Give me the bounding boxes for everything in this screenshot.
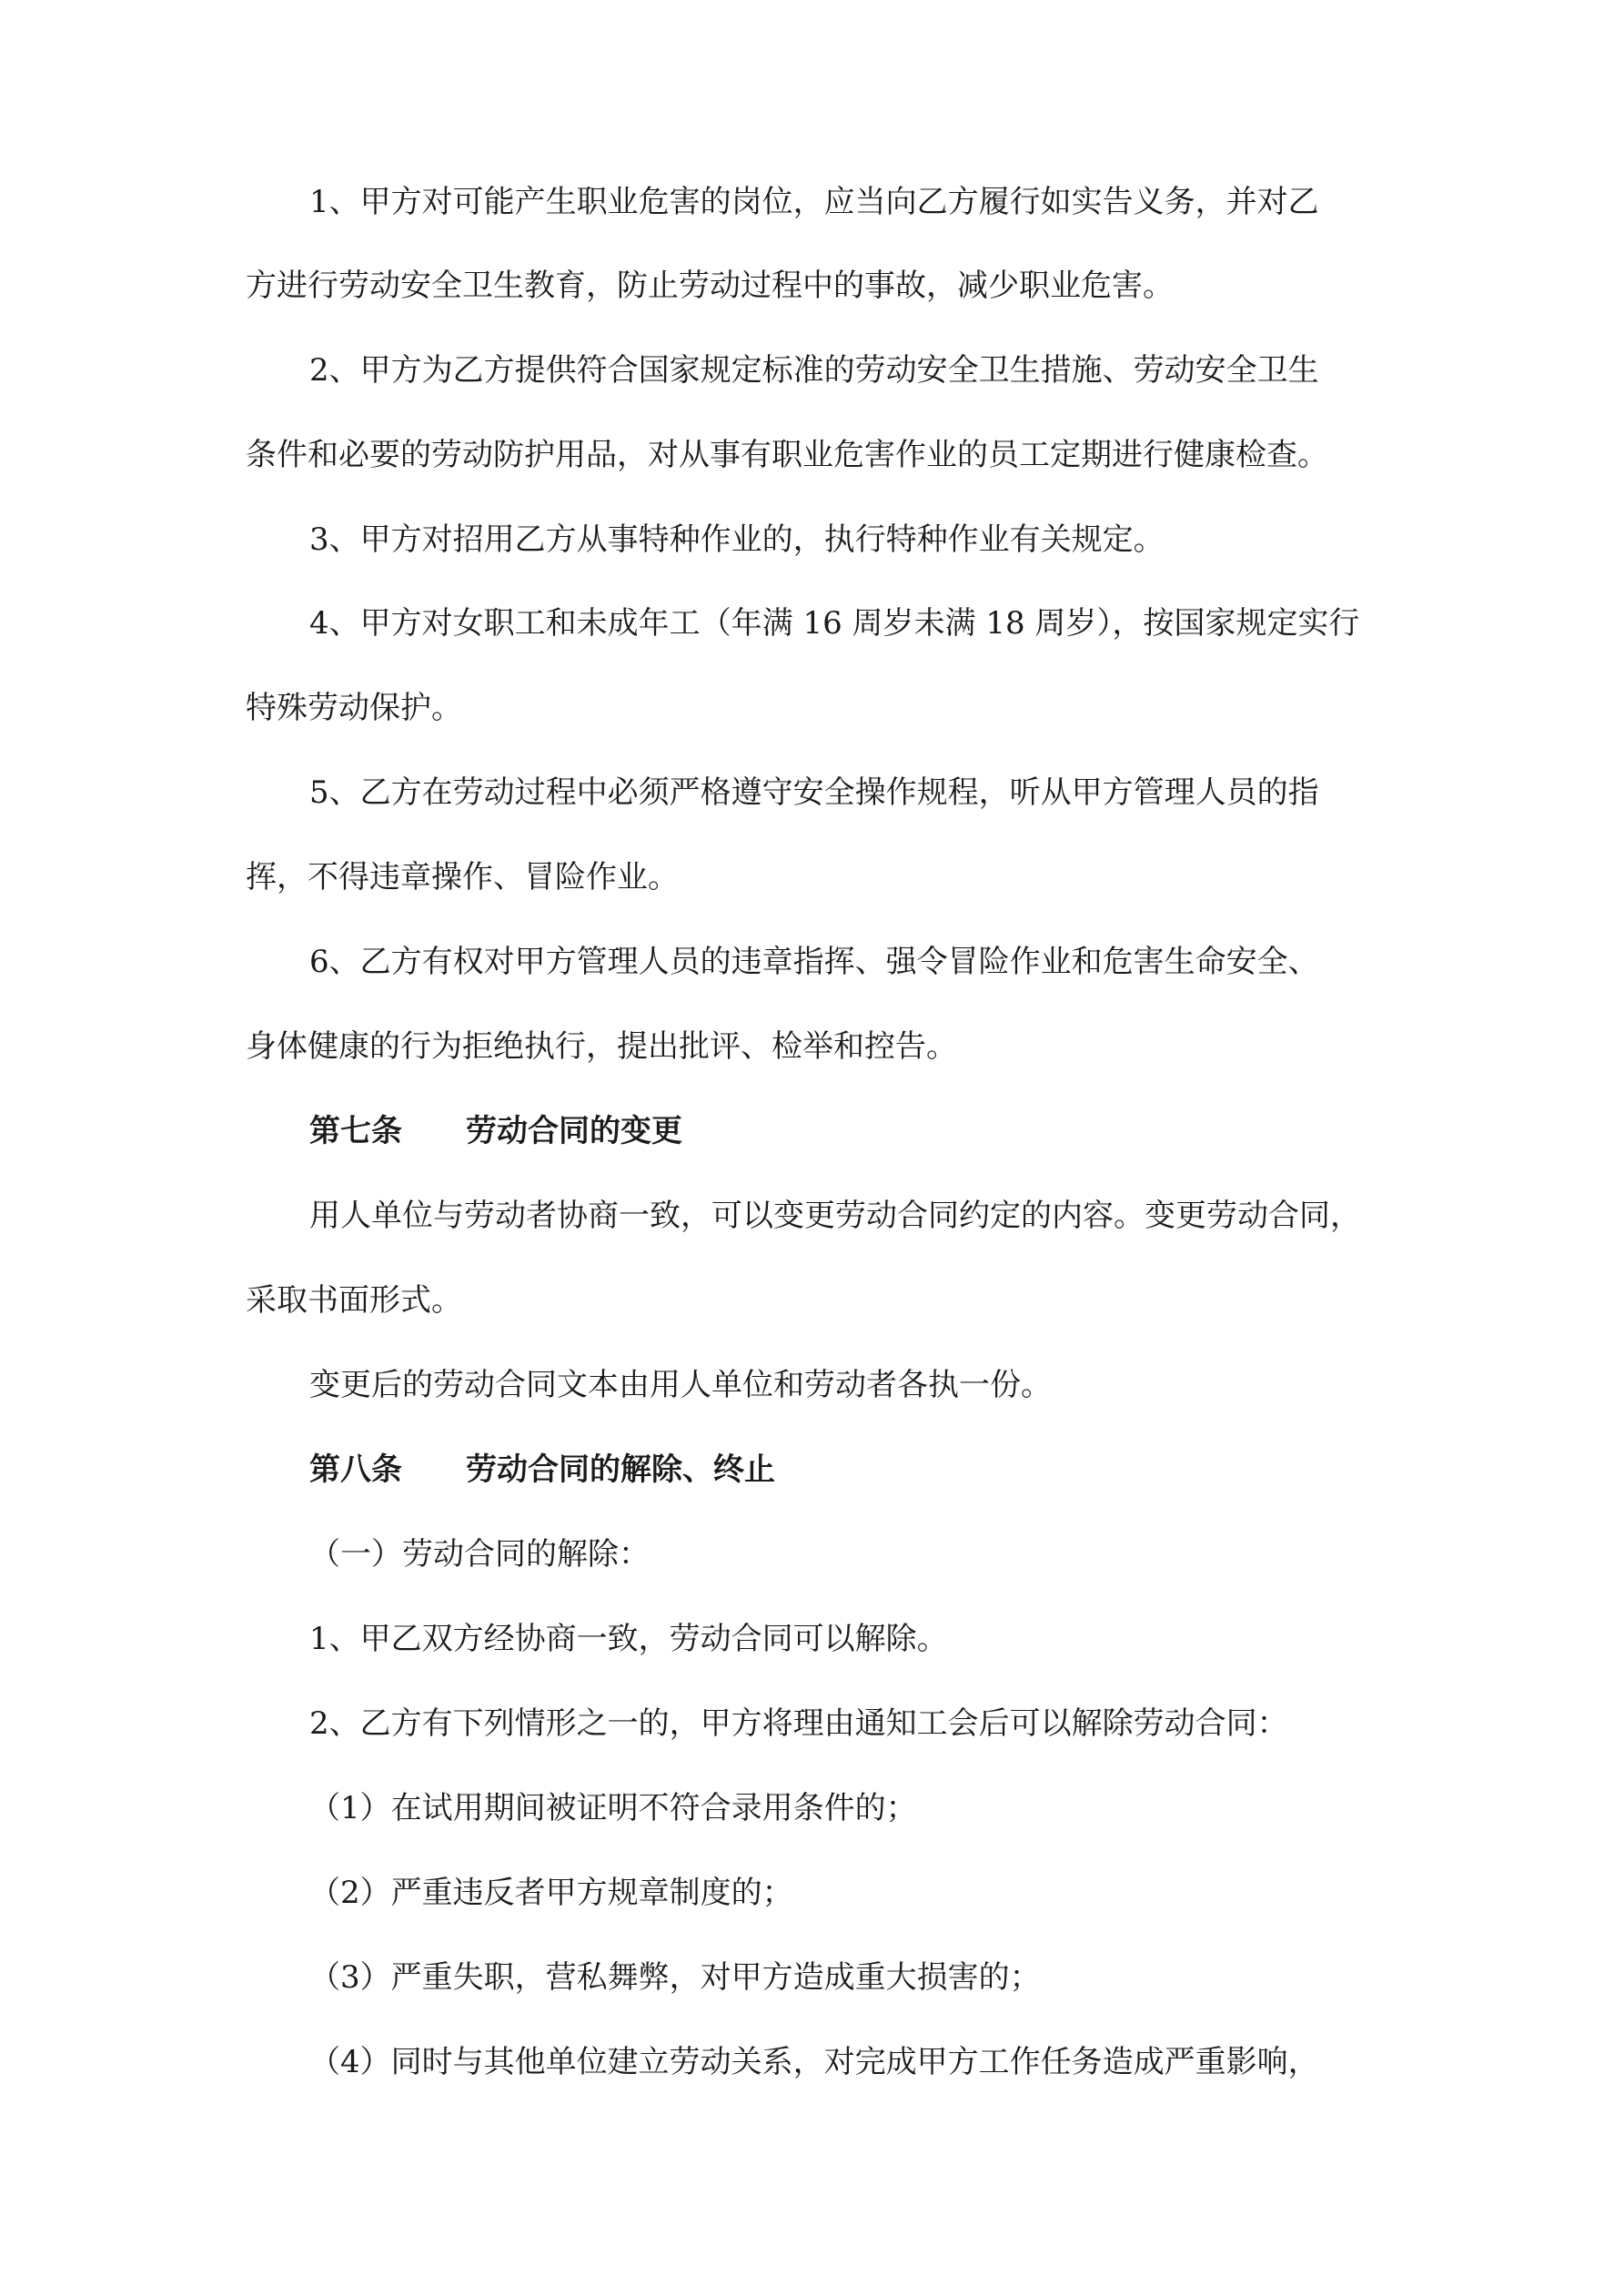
paragraph-line: 变更后的劳动合同文本由用人单位和劳动者各执一份。	[309, 1367, 1052, 1403]
article-8-heading	[309, 1451, 1456, 1488]
article-title: 劳动合同的变更	[466, 1113, 682, 1149]
paragraph-line: 1、甲方对可能产生职业危害的岗位，应当向乙方履行如实告义务，并对乙	[309, 184, 1319, 220]
paragraph-line: （3）严重失职，营私舞弊，对甲方造成重大损害的；	[309, 1959, 1041, 1996]
article-number: 第七条	[309, 1113, 402, 1149]
paragraph-line: （一）劳动合同的解除：	[309, 1536, 650, 1573]
paragraph-line: 6、乙方有权对甲方管理人员的违章指挥、强令冒险作业和危害生命安全、	[309, 944, 1319, 980]
article-7-heading	[309, 1113, 1456, 1149]
paragraph-line: 4、甲方对女职工和未成年工（年满 16 周岁未满 18 周岁），按国家规定实行	[309, 605, 1360, 642]
paragraph-line: 3、甲方对招用乙方从事特种作业的，执行特种作业有关规定。	[309, 521, 1165, 558]
paragraph-line: 1、甲乙双方经协商一致，劳动合同可以解除。	[309, 1621, 948, 1657]
paragraph-line: （2）严重违反者甲方规章制度的；	[309, 1875, 793, 1911]
paragraph-line: 2、乙方有下列情形之一的，甲方将理由通知工会后可以解除劳动合同：	[309, 1705, 1288, 1742]
paragraph-line: 采取书面形式。	[246, 1282, 462, 1319]
paragraph-line: 条件和必要的劳动防护用品，对从事有职业危害作业的员工定期进行健康检查。	[246, 437, 1328, 473]
paragraph-line: 2、甲方为乙方提供符合国家规定标准的劳动安全卫生措施、劳动安全卫生	[309, 352, 1319, 389]
paragraph-line: 用人单位与劳动者协商一致，可以变更劳动合同约定的内容。变更劳动合同，	[309, 1198, 1361, 1234]
paragraph-line: 挥，不得违章操作、冒险作业。	[246, 859, 679, 895]
article-title: 劳动合同的解除、终止	[466, 1451, 775, 1488]
paragraph-line: 特殊劳动保护。	[246, 690, 462, 726]
paragraph-line: 5、乙方在劳动过程中必须严格遵守安全操作规程，听从甲方管理人员的指	[309, 774, 1319, 811]
paragraph-line: 方进行劳动安全卫生教育，防止劳动过程中的事故，减少职业危害。	[246, 268, 1174, 304]
paragraph-line: （1）在试用期间被证明不符合录用条件的；	[309, 1790, 917, 1826]
paragraph-line: （4）同时与其他单位建立劳动关系，对完成甲方工作任务造成严重影响，	[309, 2044, 1319, 2080]
paragraph-line: 身体健康的行为拒绝执行，提出批评、检举和控告。	[246, 1028, 957, 1065]
article-number: 第八条	[309, 1451, 402, 1488]
